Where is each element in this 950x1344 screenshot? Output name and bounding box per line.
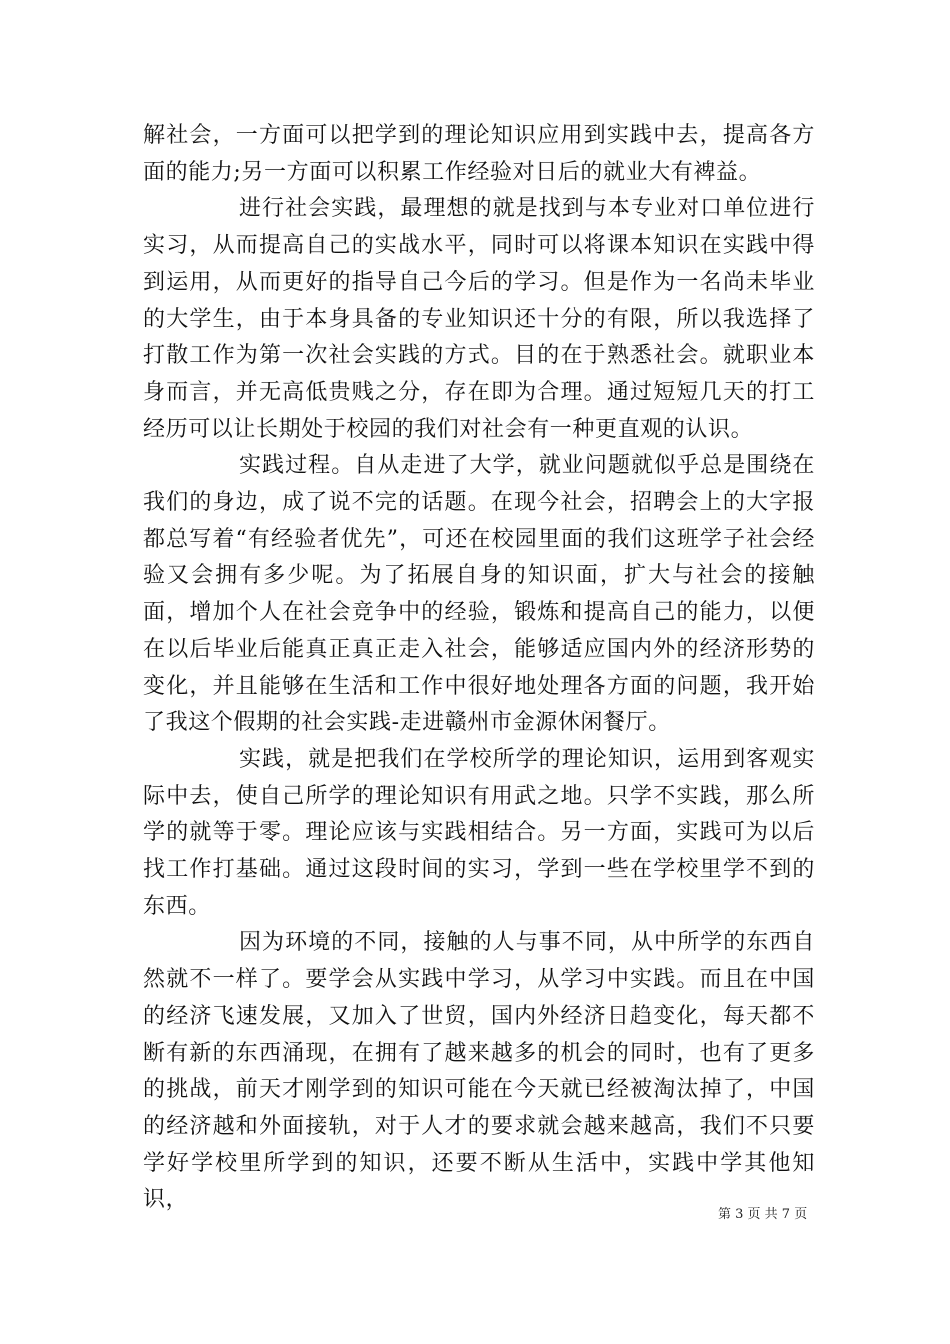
page-number-footer: 第 3 页 共 7 页 — [718, 1207, 808, 1222]
paragraph-1: 解社会，一方面可以把学到的理论知识应用到实践中去，提高各方面的能力;另一方面可以积累工作经验对日后的就业大有裨益。 — [143, 123, 815, 185]
paragraph-5: 因为环境的不同，接触的人与事不同，从中所学的东西自然就不一样了。要学会从实践中学习，从学习中实践。而且在中国的经济飞速发展，又加入了世贸，国内外经济日趋变化，每天都不断有新的东西涌现，在拥有了越来越多的机会的同时，也有了更多的挑战，前天才刚学到的知识可能在今天就已经被淘汰掉了，中国的经济越和外面接轨，对于人才的要求就会越来越高，我们不只要学好学校里所学到的知识，还要不断从生活中，实践中学其他知识， — [143, 930, 815, 1213]
paragraph-4: 实践，就是把我们在学校所学的理论知识，运用到客观实际中去，使自己所学的理论知识有用武之地。只学不实践，那么所学的就等于零。理论应该与实践相结合。另一方面，实践可为以后找工作打基础。通过这段时间的实习，学到一些在学校里学不到的东西。 — [143, 746, 815, 919]
document-body — [143, 118, 815, 1219]
paragraph-2: 进行社会实践，最理想的就是找到与本专业对口单位进行实习，从而提高自己的实战水平，同时可以将课本知识在实践中得到运用，从而更好的指导自己今后的学习。但是作为一名尚未毕业的大学生，由于本身具备的专业知识还十分的有限，所以我选择了打散工作为第一次社会实践的方式。目的在于熟悉社会。就职业本身而言，并无高低贵贱之分，存在即为合理。通过短短几天的打工经历可以让长期处于校园的我们对社会有一种更直观的认识。 — [143, 196, 815, 442]
paragraph-3: 实践过程。自从走进了大学，就业问题就似乎总是围绕在我们的身边，成了说不完的话题。在现今社会，招聘会上的大字报都总写着“有经验者优先”，可还在校园里面的我们这班学子社会经验又会拥有多少呢。为了拓展自身的知识面，扩大与社会的接触面，增加个人在社会竞争中的经验，锻炼和提高自己的能力，以便在以后毕业后能真正真正走入社会，能够适应国内外的经济形势的变化，并且能够在生活和工作中很好地处理各方面的问题，我开始了我这个假期的社会实践-走进赣州市金源休闲餐厅。 — [143, 453, 815, 736]
